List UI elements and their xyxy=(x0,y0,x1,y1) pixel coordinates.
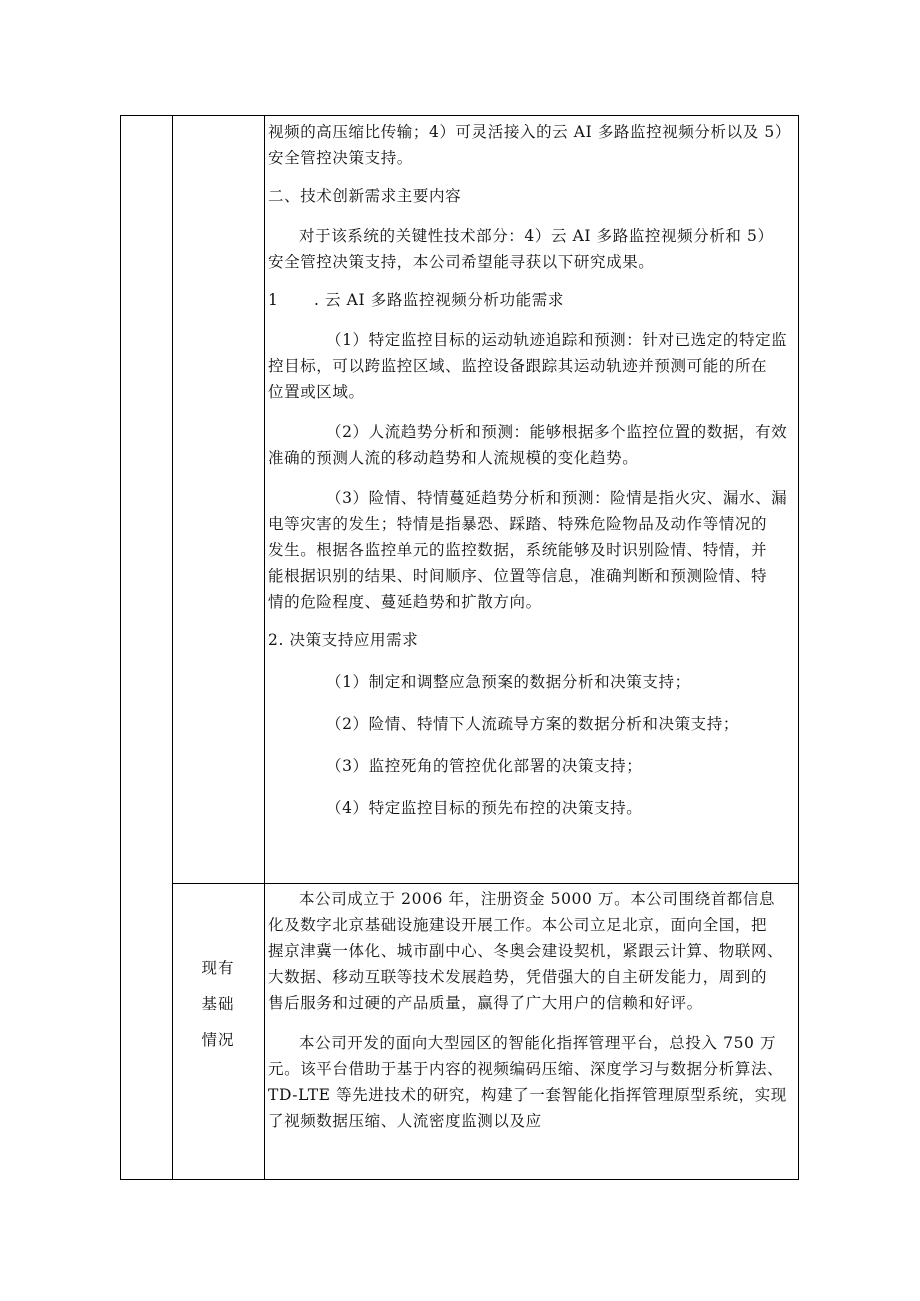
text-line: 对于该系统的关键性技术部分：4）云 AI 多路监控视频分析和 5） xyxy=(299,227,774,245)
text-line: 本公司开发的面向大型园区的智能化指挥管理平台，总投入 750 万 xyxy=(299,1034,777,1052)
item-heading xyxy=(268,287,798,313)
list-item: （3）监控死角的管控优化部署的决策支持； xyxy=(326,757,643,775)
text-line: 情的危险程度、蔓延趋势和扩散方向。 xyxy=(268,593,542,611)
text-line: 了视频数据压缩、人流密度监测以及应 xyxy=(268,1112,542,1130)
text-line: 视频的高压缩比传输；4）可灵活接入的云 AI 多路监控视频分析以及 5） xyxy=(268,123,791,141)
item-number: 1 xyxy=(268,291,279,309)
requirements-cell xyxy=(268,119,798,821)
table-top-border xyxy=(120,115,799,116)
text-line: 大数据、移动互联等技术发展趋势，凭借强大的自主研发能力，周到的 xyxy=(268,968,768,986)
existing-basis-cell xyxy=(268,886,798,1134)
section-heading: 二、技术创新需求主要内容 xyxy=(268,187,462,205)
item-heading: 2. 决策支持应用需求 xyxy=(268,631,419,649)
text-line: 位置或区域。 xyxy=(268,383,365,401)
item-title: . 云 AI 多路监控视频分析功能需求 xyxy=(314,291,564,309)
text-line: 化及数字北京基础设施建设开展工作。本公司立足北京，面向全国，把 xyxy=(268,916,768,934)
text-line: （2）人流趋势分析和预测：能够根据多个监控位置的数据，有效 xyxy=(326,423,788,441)
text-line: 发生。根据各监控单元的监控数据，系统能够及时识别险情、特情，并 xyxy=(268,541,768,559)
table-row-divider xyxy=(172,883,799,884)
text-line: 安全管控决策支持。 xyxy=(268,149,413,167)
label-line: 基础 xyxy=(201,995,235,1013)
list-item: （2）险情、特情下人流疏导方案的数据分析和决策支持； xyxy=(326,715,739,733)
text-line: （1）特定监控目标的运动轨迹追踪和预测：针对已选定的特定监 xyxy=(326,331,788,349)
text-line: 元。该平台借助于基于内容的视频编码压缩、深度学习与数据分析算法、 xyxy=(268,1060,784,1078)
list-item: （1）制定和调整应急预案的数据分析和决策支持； xyxy=(326,673,691,691)
text-line: 能根据识别的结果、时间顺序、位置等信息，准确判断和预测险情、特 xyxy=(268,567,768,585)
label-line: 情况 xyxy=(201,1031,235,1049)
text-line: 安全管控决策支持，本公司希望能寻获以下研究成果。 xyxy=(268,253,655,271)
text-line: 控目标，可以跨监控区域、监控设备跟踪其运动轨迹并预测可能的所在 xyxy=(268,357,768,375)
label-line: 现有 xyxy=(201,959,235,977)
text-line: 握京津冀一体化、城市副中心、冬奥会建设契机，紧跟云计算、物联网、 xyxy=(268,942,784,960)
row-label-existing-basis xyxy=(172,950,264,1058)
table-col-divider-2 xyxy=(264,115,265,1180)
text-line: 售后服务和过硬的产品质量，赢得了广大用户的信赖和好评。 xyxy=(268,994,703,1012)
text-line: 本公司成立于 2006 年，注册资金 5000 万。本公司围绕首都信息 xyxy=(299,890,776,908)
table-right-border xyxy=(798,115,799,1180)
list-item: （4）特定监控目标的预先布控的决策支持。 xyxy=(326,799,643,817)
text-line: 准确的预测人流的移动趋势和人流规模的变化趋势。 xyxy=(268,449,639,467)
text-line: 电等灾害的发生；特情是指暴恐、踩踏、特殊危险物品及动作等情况的 xyxy=(268,515,768,533)
text-line: TD-LTE 等先进技术的研究，构建了一套智能化指挥管理原型系统，实现 xyxy=(268,1086,787,1104)
table-left-border xyxy=(120,115,121,1180)
text-line: （3）险情、特情蔓延趋势分析和预测：险情是指火灾、漏水、漏 xyxy=(326,489,788,507)
table-bottom-border xyxy=(120,1179,799,1180)
